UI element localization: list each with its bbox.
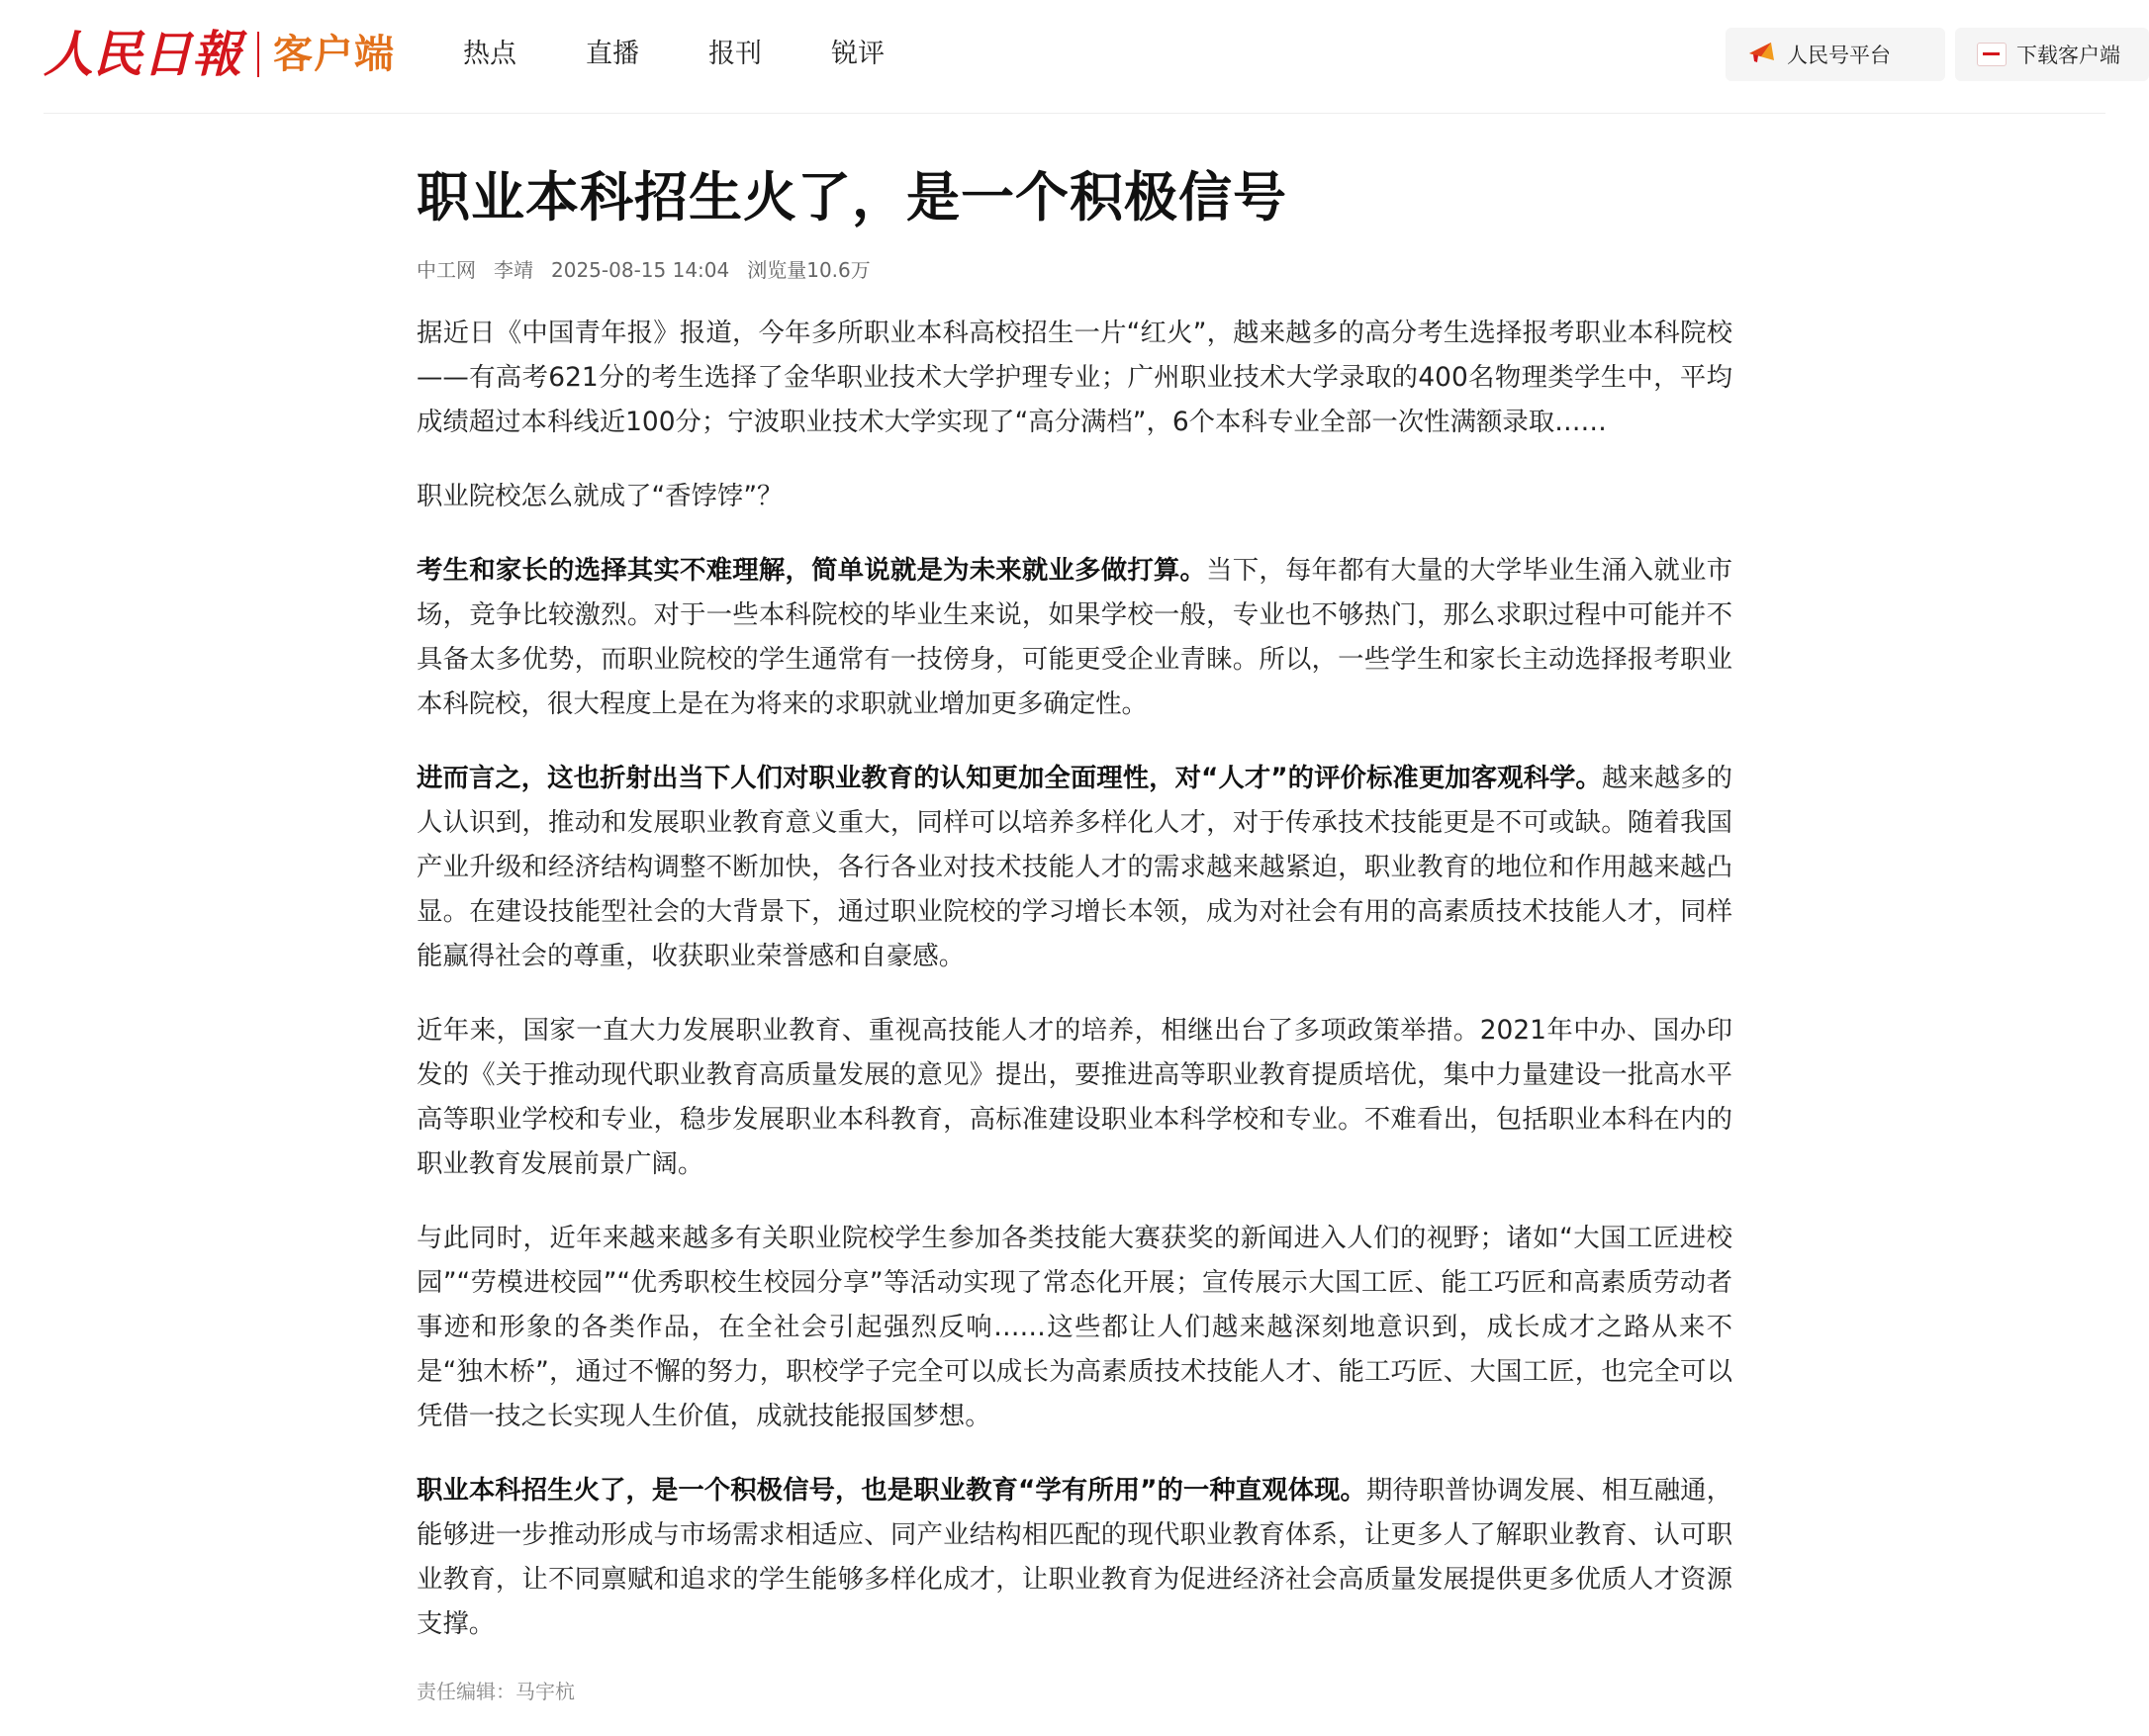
- download-app-button[interactable]: [1955, 28, 2149, 81]
- platform-button-label: 人民号平台: [1787, 44, 1891, 67]
- article-meta: [417, 255, 1732, 285]
- paragraph-text: 越来越多的人认识到，推动和发展职业教育意义重大，同样可以培养多样化人才，对于传承技术技能更是不可或缺。随着我国产业升级和经济结构调整不断加快，各行各业对技术技能人才的需求越来越紧迫，职业教育的地位和作用越来越凸显。在建设技能型社会的大背景下，通过职业院校的学习增长本领，成为对社会有用的高素质技术技能人才，同样能赢得社会的尊重，收获职业荣誉感和自豪感。: [417, 763, 1733, 971]
- app-logo-icon: [1977, 43, 2007, 66]
- article-title: 职业本科招生火了，是一个积极信号: [417, 166, 1287, 228]
- paragraph-text: 据近日《中国青年报》报道，今年多所职业本科高校招生一片“红火”，越来越多的高分考生选择报考职业本科院校——有高考621分的考生选择了金华职业技术大学护理专业；广州职业技术大学录取的400名物理类学生中，平均成绩超过本科线近100分；宁波职业技术大学实现了“高分满档”，6个本科专业全部一次性满额录取……: [417, 318, 1732, 437]
- paragraph-text: 与此同时，近年来越来越多有关职业院校学生参加各类技能大赛获奖的新闻进入人们的视野；诸如“大国工匠进校园”“劳模进校园”“优秀职校生校园分享”等活动实现了常态化开展；宣传展示大国工匠、能工巧匠和高素质劳动者事迹和形象的各类作品，在全社会引起强烈反响……这些都让人们越来越深刻地意识到，成长成才之路从来不是“独木桥”，通过不懈的努力，职校学子完全可以成长为高素质技术技能人才、能工巧匠、大国工匠，也完全可以凭借一技之长实现人生价值，成就技能报国梦想。: [417, 1223, 1732, 1431]
- nav-item-commentary[interactable]: 锐评: [831, 39, 885, 69]
- top-header: [44, 0, 2120, 114]
- paragraph-lead: 进而言之，这也折射出当下人们对职业教育的认知更加全面理性，对“人才”的评价标准更加客观科学。: [417, 763, 1602, 793]
- paragraph: [417, 1468, 1732, 1646]
- logo-divider: [257, 32, 259, 77]
- megaphone-icon: [1747, 41, 1777, 69]
- site-logo[interactable]: [44, 22, 395, 87]
- paragraph: [417, 1008, 1732, 1186]
- paragraph-lead: 考生和家长的选择其实不难理解，简单说就是为未来就业多做打算。: [417, 555, 1207, 586]
- article: [417, 148, 1732, 1704]
- download-button-label: 下载客户端: [2016, 44, 2120, 67]
- responsible-editor: 责任编辑：马宇杭: [417, 1680, 575, 1703]
- paragraph-text: 当下，每年都有大量的大学毕业生涌入就业市场，竞争比较激烈。对于一些本科院校的毕业生来说，如果学校一般，专业也不够热门，那么求职过程中可能并不具备太多优势，而职业院校的学生通常有一技傍身，可能更受企业青睐。所以，一些学生和家长主动选择报考职业本科院校，很大程度上是在为将来的求职就业增加更多确定性。: [417, 555, 1733, 719]
- paragraph: [417, 756, 1732, 978]
- paragraph-lead: 职业本科招生火了，是一个积极信号，也是职业教育“学有所用”的一种直观体现。: [417, 1475, 1366, 1506]
- logo-wordmark: 人民日報: [44, 25, 241, 83]
- article-datetime: 2025-08-15 14:04: [551, 258, 730, 282]
- platform-button[interactable]: [1726, 28, 1945, 81]
- paragraph-text: 期待职普协调发展、相互融通，能够进一步推动形成与市场需求相适应、同产业结构相匹配的现代职业教育体系，让更多人了解职业教育、认可职业教育，让不同禀赋和追求的学生能够多样化成才，让职业教育为促进经济社会高质量发展提供更多优质人才资源支撑。: [417, 1475, 1733, 1639]
- logo-subtitle: 客户端: [273, 32, 395, 77]
- paragraph: [417, 548, 1732, 726]
- paragraph: [417, 311, 1732, 444]
- paragraph-text: 职业院校怎么就成了“香饽饽”？: [417, 481, 784, 511]
- nav-item-live[interactable]: 直播: [586, 39, 639, 69]
- article-body: [417, 311, 1732, 1646]
- main-nav: [463, 30, 954, 79]
- article-source[interactable]: 中工网: [417, 258, 476, 282]
- article-author: 李靖: [494, 258, 533, 282]
- paragraph: [417, 474, 1732, 518]
- nav-item-newspaper[interactable]: 报刊: [708, 39, 762, 69]
- nav-item-hot[interactable]: 热点: [463, 39, 516, 69]
- paragraph-text: 近年来，国家一直大力发展职业教育、重视高技能人才的培养，相继出台了多项政策举措。2021年中办、国办印发的《关于推动现代职业教育高质量发展的意见》提出，要推进高等职业教育提质培优，集中力量建设一批高水平高等职业学校和专业，稳步发展职业本科教育，高标准建设职业本科学校和专业。不难看出，包括职业本科在内的职业教育发展前景广阔。: [417, 1015, 1732, 1179]
- article-views: 浏览量10.6万: [747, 258, 871, 282]
- paragraph: [417, 1216, 1732, 1438]
